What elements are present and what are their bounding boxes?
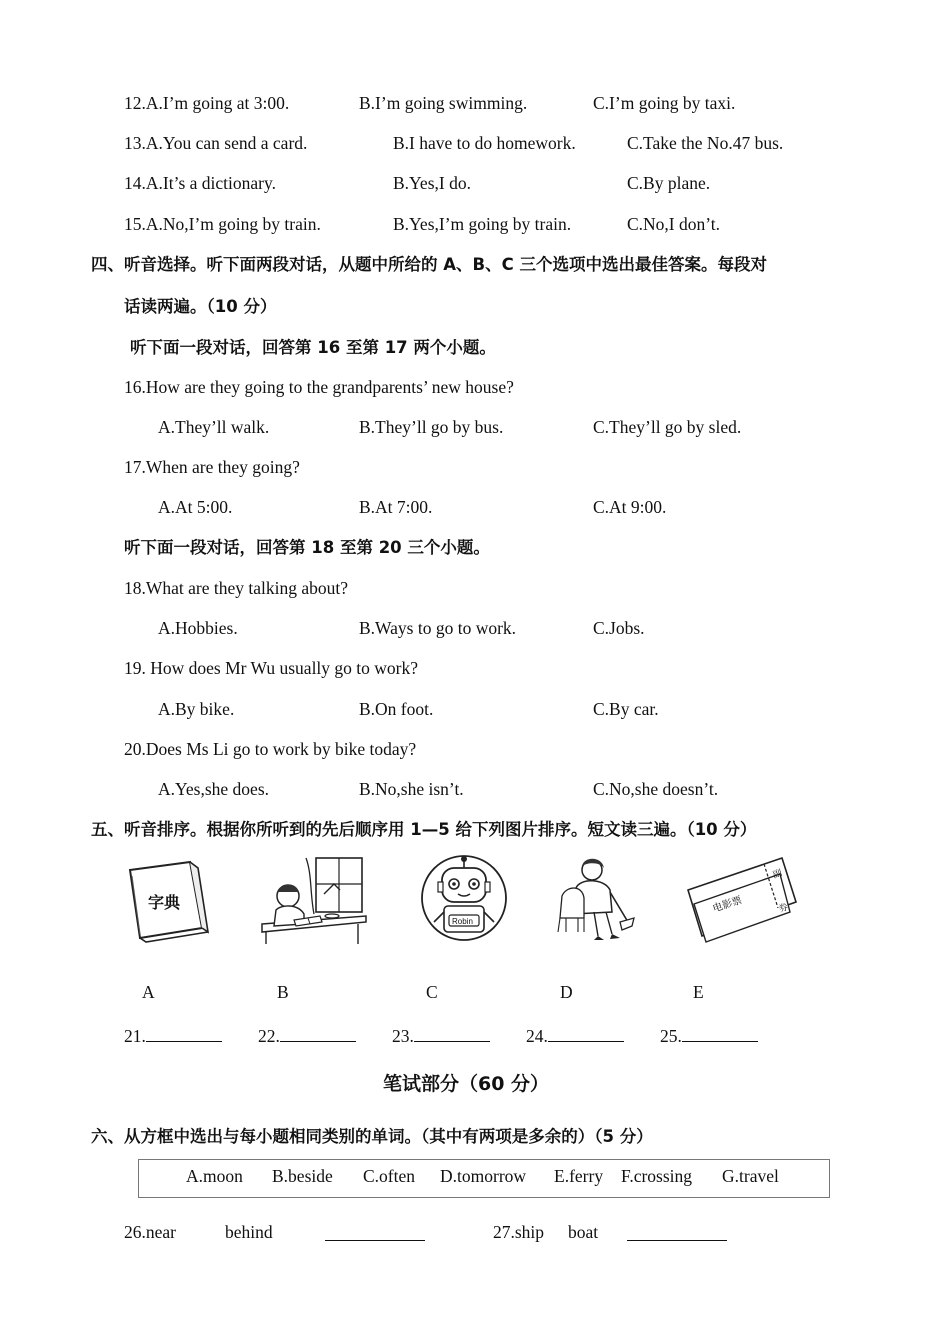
q26-word2: behind — [225, 1222, 273, 1242]
q13-option-c: C.Take the No.47 bus. — [627, 133, 784, 153]
q17-option-b: B.At 7:00. — [359, 497, 433, 517]
q17-question: 17.When are they going? — [124, 457, 300, 477]
word-option-a: A.moon — [186, 1166, 243, 1186]
q20-option-c: C.No,she doesn’t. — [593, 779, 719, 799]
answer-number: 21. — [124, 1026, 146, 1046]
section4-heading: 四、听音选择。听下面两段对话，从题中所给的 A、B、C 三个选项中选出最佳答案。每段对 — [91, 255, 767, 274]
answer-line — [280, 1025, 356, 1042]
answer-line — [325, 1224, 425, 1241]
section4-heading-cont: 话读两遍。（10 分） — [124, 297, 277, 316]
q19-option-a: A.By bike. — [158, 699, 235, 719]
word-option-d: D.tomorrow — [440, 1166, 527, 1186]
q27-word2: boat — [568, 1222, 599, 1242]
q19-option-c: C.By car. — [593, 699, 659, 719]
answer-blank-21[interactable] — [124, 1025, 222, 1046]
q16-option-b: B.They’ll go by bus. — [359, 417, 504, 437]
answer-blank-24[interactable] — [526, 1025, 624, 1046]
q15-option-c: C.No,I don’t. — [627, 214, 721, 234]
q26-word1: 26.near — [124, 1222, 176, 1242]
answer-number: 22. — [258, 1026, 280, 1046]
q20-option-a: A.Yes,she does. — [158, 779, 270, 799]
q19-question: 19. How does Mr Wu usually go to work? — [124, 658, 419, 678]
q20-question: 20.Does Ms Li go to work by bike today? — [124, 739, 417, 759]
q16-option-c: C.They’ll go by sled. — [593, 417, 742, 437]
answer-number: 25. — [660, 1026, 682, 1046]
q20-option-b: B.No,she isn’t. — [359, 779, 464, 799]
q17-option-c: C.At 9:00. — [593, 497, 667, 517]
movie-ticket-icon — [684, 852, 798, 944]
picture-label-e: E — [693, 982, 704, 1002]
answer-blank-25[interactable] — [660, 1025, 758, 1046]
q27-answer-blank[interactable] — [627, 1224, 727, 1245]
answer-line — [146, 1025, 222, 1042]
answer-blank-22[interactable] — [258, 1025, 356, 1046]
answer-blank-23[interactable] — [392, 1025, 490, 1046]
word-option-g: G.travel — [722, 1166, 779, 1186]
picture-label-d: D — [560, 982, 573, 1002]
q27-word1: 27.ship — [493, 1222, 545, 1242]
q18-option-a: A.Hobbies. — [158, 618, 238, 638]
q18-option-c: C.Jobs. — [593, 618, 645, 638]
q16-question: 16.How are they going to the grandparents’ new house? — [124, 377, 514, 397]
word-option-b: B.beside — [272, 1166, 333, 1186]
answer-number: 23. — [392, 1026, 414, 1046]
answer-line — [548, 1025, 624, 1042]
q14-option-a: 14.A.It’s a dictionary. — [124, 173, 276, 193]
picture-label-b: B — [277, 982, 289, 1002]
q26-answer-blank[interactable] — [325, 1224, 425, 1245]
ticket-stub-top: 副 — [771, 868, 784, 881]
q15-option-a: 15.A.No,I’m going by train. — [124, 214, 321, 234]
q16-option-a: A.They’ll walk. — [158, 417, 270, 437]
q14-option-b: B.Yes,I do. — [393, 173, 471, 193]
q18-option-b: B.Ways to go to work. — [359, 618, 517, 638]
answer-number: 24. — [526, 1026, 548, 1046]
word-option-c: C.often — [363, 1166, 416, 1186]
section5-heading: 五、听音排序。根据你所听到的先后顺序用 1—5 给下列图片排序。短文读三遍。（10 分） — [91, 820, 757, 839]
answer-line — [414, 1025, 490, 1042]
word-option-f: F.crossing — [621, 1166, 693, 1186]
section6-heading: 六、从方框中选出与每小题相同类别的单词。（其中有两项是多余的）（5 分） — [91, 1127, 653, 1146]
q12-option-c: C.I’m going by taxi. — [593, 93, 736, 113]
dialogue1-intro: 听下面一段对话，回答第 16 至第 17 两个小题。 — [130, 338, 496, 357]
girl-sweeping-icon — [554, 852, 636, 946]
dictionary-label: 字典 — [148, 893, 181, 912]
q12-option-a: 12.A.I’m going at 3:00. — [124, 93, 290, 113]
q14-option-c: C.By plane. — [627, 173, 711, 193]
robot-name-label: Robin — [452, 917, 473, 926]
answer-line — [627, 1224, 727, 1241]
q13-option-b: B.I have to do homework. — [393, 133, 576, 153]
q12-option-b: B.I’m going swimming. — [359, 93, 528, 113]
picture-label-c: C — [426, 982, 438, 1002]
q17-option-a: A.At 5:00. — [158, 497, 233, 517]
q18-question: 18.What are they talking about? — [124, 578, 349, 598]
answer-line — [682, 1025, 758, 1042]
robot-icon — [418, 852, 510, 944]
word-option-e: E.ferry — [554, 1166, 604, 1186]
picture-label-a: A — [142, 982, 155, 1002]
ticket-stub-bottom: 券 — [777, 902, 790, 915]
q13-option-a: 13.A.You can send a card. — [124, 133, 308, 153]
dialogue2-intro: 听下面一段对话，回答第 18 至第 20 三个小题。 — [124, 538, 490, 557]
boy-studying-icon — [258, 854, 370, 946]
movie-ticket-label: 电影票 — [711, 895, 744, 915]
written-part-title: 笔试部分（60 分） — [383, 1073, 550, 1095]
q19-option-b: B.On foot. — [359, 699, 434, 719]
q15-option-b: B.Yes,I’m going by train. — [393, 214, 572, 234]
dictionary-icon — [118, 854, 210, 946]
